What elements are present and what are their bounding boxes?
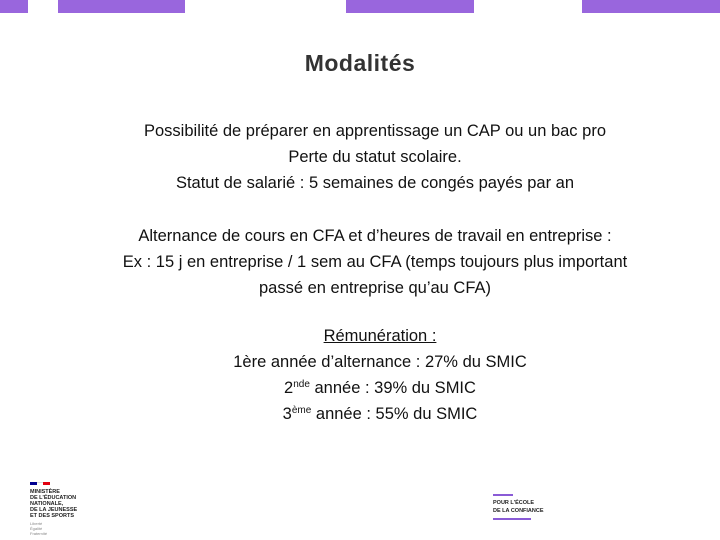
text-line: Ex : 15 j en entreprise / 1 sem au CFA (temps toujours plus important xyxy=(122,253,628,271)
logo-text-line: DE LA JEUNESSE xyxy=(30,507,78,513)
text-line: Perte du statut scolaire. xyxy=(288,148,462,166)
brand-mark-icon xyxy=(493,494,513,496)
logo-text-line: NATIONALE, xyxy=(30,501,64,507)
ordinal-number: 3 xyxy=(282,405,292,423)
text-line: Alternance de cours en CFA et d’heures de travail en entreprise : xyxy=(138,227,612,245)
decor-bar-2 xyxy=(58,0,185,13)
text-line: Statut de salarié : 5 semaines de congés payés par an xyxy=(175,174,575,192)
ministry-logo xyxy=(30,482,90,537)
section-remuneration xyxy=(40,323,720,427)
brand-underline-icon xyxy=(493,518,531,520)
remuneration-year-1: 1ère année d’alternance : 27% du SMIC xyxy=(233,353,527,371)
decor-bar-1 xyxy=(0,0,28,13)
remuneration-year-2 xyxy=(40,375,720,401)
ordinal-suffix: ème xyxy=(291,405,312,416)
text-line: Possibilité de préparer en apprentissage un CAP ou un bac pro xyxy=(144,122,606,140)
logo-text-line: DE L'ÉDUCATION xyxy=(30,495,77,501)
remuneration-year-3 xyxy=(40,401,720,427)
motto-line: Égalité xyxy=(30,526,43,531)
section-apprentissage xyxy=(80,118,670,196)
ministry-name xyxy=(30,489,90,519)
slide-title: Modalités xyxy=(304,50,416,76)
section-alternance xyxy=(60,223,690,301)
ordinal-number: 2 xyxy=(284,379,294,397)
decor-bar-3 xyxy=(346,0,474,13)
ordinal-suffix: nde xyxy=(293,379,310,390)
remuneration-text: année : 39% du SMIC xyxy=(309,379,476,397)
brand-text-line-2 xyxy=(493,507,583,523)
motto-line: Liberté xyxy=(30,521,43,526)
text-line: passé en entreprise qu’au CFA) xyxy=(258,279,492,297)
brand-text: DE LA CONFIANCE xyxy=(493,508,544,514)
remuneration-heading: Rémunération : xyxy=(323,327,437,345)
republic-motto xyxy=(30,521,90,536)
decor-bar-4 xyxy=(582,0,720,13)
remuneration-text: année : 55% du SMIC xyxy=(311,405,478,423)
ecole-confiance-logo xyxy=(493,494,583,524)
brand-text-line-1: POUR L'ÉCOLE xyxy=(493,500,535,506)
logo-text-line: ET DES SPORTS xyxy=(30,513,75,519)
motto-line: Fraternité xyxy=(30,531,48,536)
french-flag-icon xyxy=(30,482,50,485)
logo-text-line: MINISTÈRE xyxy=(30,489,60,495)
